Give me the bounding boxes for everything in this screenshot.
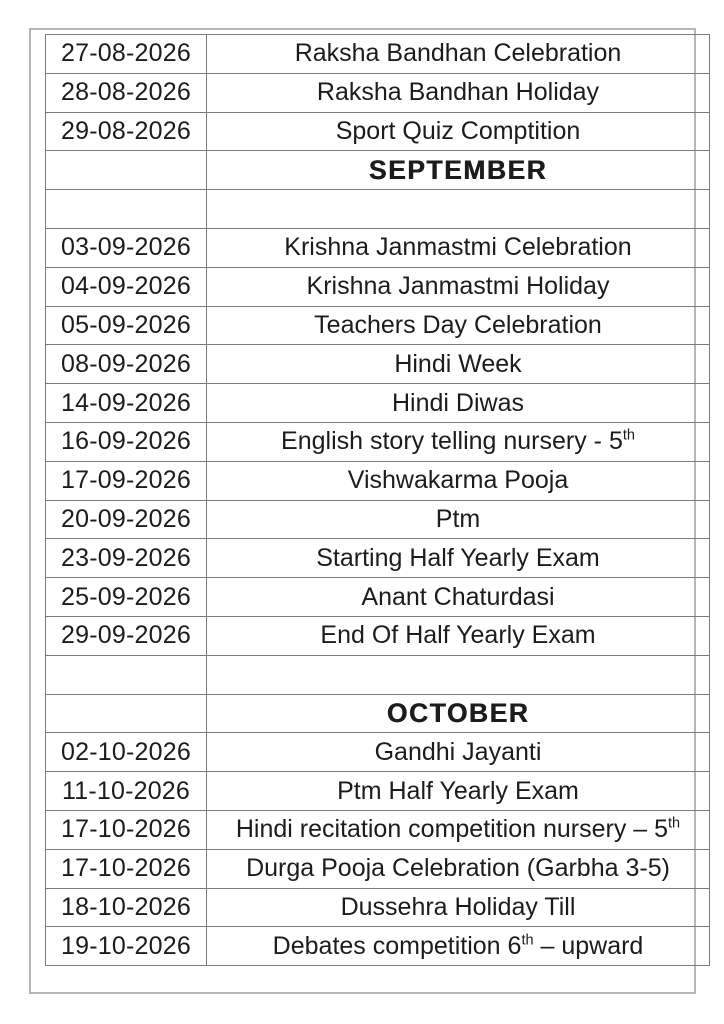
month-label — [207, 151, 710, 190]
spacer-row — [46, 655, 710, 694]
event-cell — [207, 35, 710, 74]
event-row — [46, 384, 710, 423]
date-cell: 17-09-2026 — [46, 461, 207, 500]
event-text: Krishna Janmastmi Holiday — [306, 272, 610, 301]
event-row — [46, 616, 710, 655]
event-text: Sport Quiz Comptition — [335, 116, 581, 145]
date-cell: 19-10-2026 — [46, 927, 207, 966]
date-cell: 28-08-2026 — [46, 73, 207, 112]
event-text: Vishwakarma Pooja — [347, 466, 569, 495]
ordinal-superscript: th — [521, 932, 534, 949]
event-row — [46, 810, 710, 849]
event-cell — [207, 306, 710, 345]
event-row — [46, 733, 710, 772]
date-cell — [46, 655, 207, 694]
event-text: Hindi recitation competition nursery – 5 — [235, 815, 669, 844]
event-row — [46, 539, 710, 578]
event-row — [46, 112, 710, 151]
date-cell: 17-10-2026 — [46, 849, 207, 888]
event-row — [46, 927, 710, 966]
date-cell: 23-09-2026 — [46, 539, 207, 578]
event-text: End Of Half Yearly Exam — [320, 621, 596, 650]
event-cell — [207, 500, 710, 539]
event-cell — [207, 772, 710, 811]
event-text: Gandhi Jayanti — [374, 737, 542, 766]
date-cell: 11-10-2026 — [46, 772, 207, 811]
date-cell — [46, 190, 207, 229]
event-row — [46, 422, 710, 461]
event-cell — [207, 733, 710, 772]
date-cell: 25-09-2026 — [46, 578, 207, 617]
event-row — [46, 306, 710, 345]
event-row — [46, 267, 710, 306]
event-text: Anant Chaturdasi — [361, 582, 555, 611]
event-text: English story telling nursery - 5 — [281, 427, 623, 456]
event-text: Teachers Day Celebration — [314, 310, 602, 339]
date-cell — [46, 151, 207, 190]
date-cell — [46, 694, 207, 733]
event-row — [46, 345, 710, 384]
event-text: Raksha Bandhan Celebration — [294, 39, 622, 68]
event-cell — [207, 112, 710, 151]
event-text: Durga Pooja Celebration (Garbha 3-5) — [246, 854, 670, 883]
event-cell — [207, 422, 710, 461]
event-row — [46, 500, 710, 539]
event-row — [46, 578, 710, 617]
date-cell: 04-09-2026 — [46, 267, 207, 306]
event-text: Raksha Bandhan Holiday — [316, 78, 600, 107]
event-text: Starting Half Yearly Exam — [316, 543, 600, 572]
calendar-table-body — [46, 35, 710, 966]
event-text: Krishna Janmastmi Celebration — [284, 233, 632, 262]
spacer-row — [46, 190, 710, 229]
event-text: OCTOBER — [386, 697, 530, 728]
event-cell — [207, 616, 710, 655]
month-header-row — [46, 694, 710, 733]
event-cell — [207, 73, 710, 112]
event-row — [46, 35, 710, 74]
event-cell — [207, 927, 710, 966]
event-cell — [207, 345, 710, 384]
event-text: Debates competition 6 — [272, 931, 522, 960]
event-text: – upward — [533, 931, 644, 960]
date-cell: 14-09-2026 — [46, 384, 207, 423]
event-row — [46, 772, 710, 811]
date-cell: 17-10-2026 — [46, 810, 207, 849]
event-cell — [207, 539, 710, 578]
event-text: Hindi Week — [394, 349, 522, 378]
event-cell — [207, 384, 710, 423]
event-row — [46, 73, 710, 112]
date-cell: 20-09-2026 — [46, 500, 207, 539]
event-row — [46, 888, 710, 927]
event-cell — [207, 849, 710, 888]
event-text: Ptm — [435, 504, 481, 533]
event-cell — [207, 267, 710, 306]
month-label — [207, 694, 710, 733]
event-cell — [207, 461, 710, 500]
date-cell: 27-08-2026 — [46, 35, 207, 74]
event-row — [46, 228, 710, 267]
date-cell: 03-09-2026 — [46, 228, 207, 267]
event-text: Dussehra Holiday Till — [340, 892, 576, 921]
event-cell — [207, 810, 710, 849]
events-table — [45, 34, 710, 966]
event-text: Ptm Half Yearly Exam — [337, 776, 579, 805]
event-text: SEPTEMBER — [368, 154, 548, 185]
event-row — [46, 461, 710, 500]
date-cell: 05-09-2026 — [46, 306, 207, 345]
event-cell — [207, 228, 710, 267]
event-cell — [207, 888, 710, 927]
date-cell: 16-09-2026 — [46, 422, 207, 461]
date-cell: 18-10-2026 — [46, 888, 207, 927]
month-header-row — [46, 151, 710, 190]
date-cell: 02-10-2026 — [46, 733, 207, 772]
date-cell: 29-09-2026 — [46, 616, 207, 655]
event-cell — [207, 578, 710, 617]
date-cell: 29-08-2026 — [46, 112, 207, 151]
event-cell — [207, 190, 710, 229]
ordinal-superscript: th — [668, 816, 681, 832]
event-cell — [207, 655, 710, 694]
date-cell: 08-09-2026 — [46, 345, 207, 384]
event-row — [46, 849, 710, 888]
event-text: Hindi Diwas — [392, 388, 524, 417]
ordinal-superscript: th — [622, 428, 635, 445]
